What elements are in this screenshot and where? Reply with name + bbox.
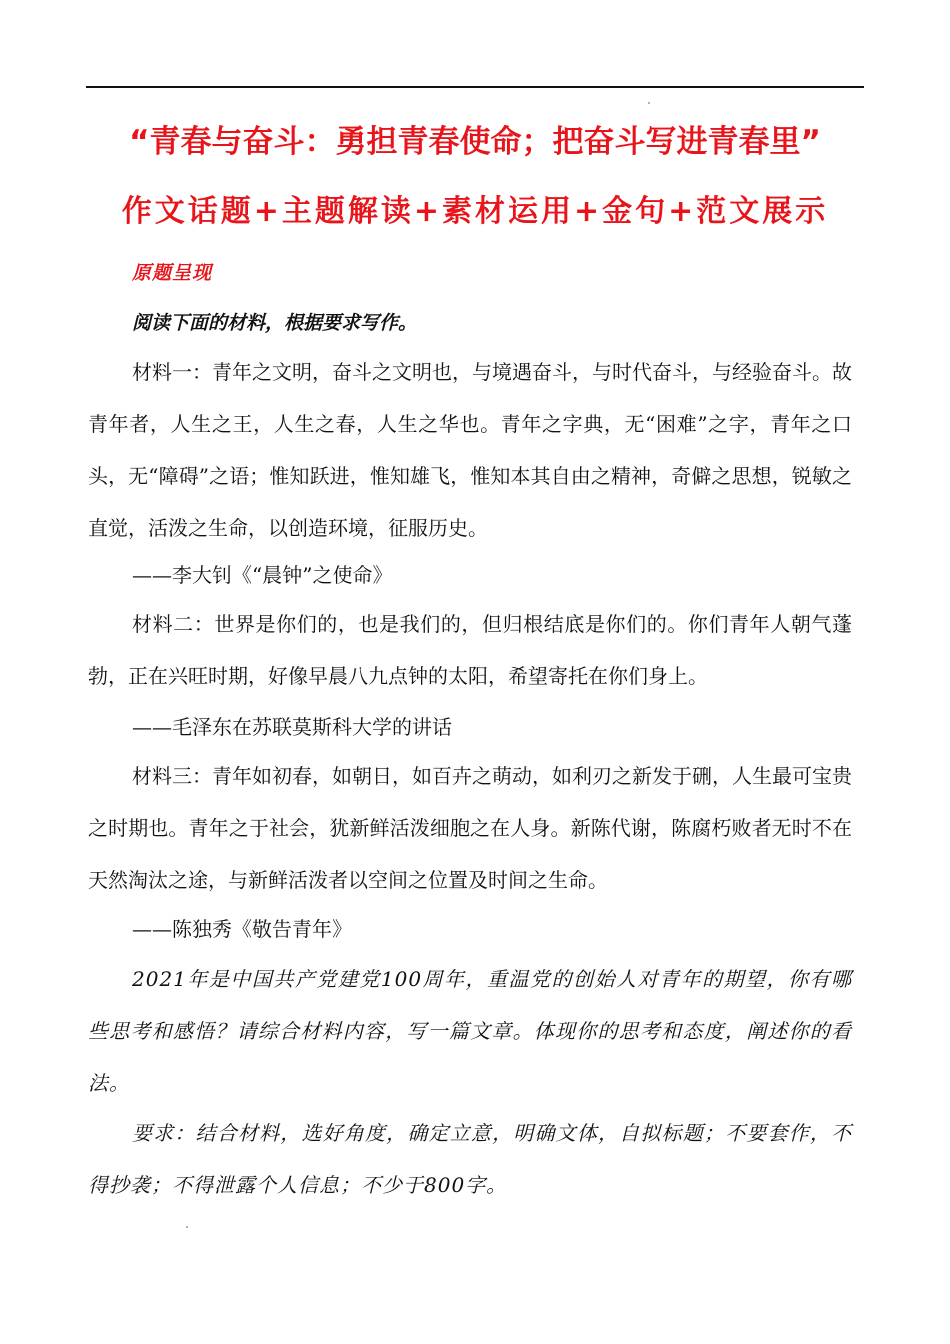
header-rule — [86, 86, 864, 88]
writing-prompt: 2021年是中国共产党建党100周年，重温党的创始人对青年的期望，你有哪些思考和感悟？请综合材料内容，写一篇文章。体现你的思考和态度，阐述你的看法。 — [88, 967, 852, 1095]
material-3-text: 材料三：青年如初春，如朝日，如百卉之萌动，如利刃之新发于硎，人生最可宝贵之时期也。青年之于社会，犹新鲜活泼细胞之在人身。新陈代谢，陈腐朽败者无时不在天然淘汰之途，与新鲜活泼者以空间之位置及时间之生命。 — [88, 764, 852, 892]
material-2-text: 材料二：世界是你们的，也是我们的，但归根结底是你们的。你们青年人朝气蓬勃，正在兴旺时期，好像早晨八九点钟的太阳，希望寄托在你们身上。 — [88, 612, 852, 688]
instruction-text: 阅读下面的材料，根据要求写作。 — [132, 312, 418, 334]
material-2-source: ——毛泽东在苏联莫斯科大学的讲话 — [132, 715, 452, 739]
speck — [648, 102, 650, 104]
material-1-text: 材料一：青年之文明，奋斗之文明也，与境遇奋斗，与时代奋斗，与经验奋斗。故青年者，人生之王，人生之春，人生之华也。青年之字典，无“困难”之字，青年之口头，无“障碍”之语；惟知跃进，惟知雄飞，惟知本其自由之精神，奇僻之思想，锐敏之直觉，活泼之生命，以创造环境，征服历史。 — [88, 360, 852, 540]
material-1-source: ——李大钊《“晨钟”之使命》 — [132, 563, 393, 587]
speck — [186, 1226, 188, 1228]
section-heading: 原题呈现 — [132, 262, 213, 284]
writing-requirements: 要求：结合材料，选好角度，确定立意，明确文体，自拟标题；不要套作，不得抄袭；不得泄露个人信息；不少于800字。 — [88, 1121, 852, 1197]
title-line-2: 作文话题+主题解读+素材运用+金句+范文展示 — [121, 194, 829, 229]
title-line-1: “青春与奋斗：勇担青春使命；把奋斗写进青春里” — [129, 124, 821, 160]
material-3-source: ——陈独秀《敬告青年》 — [132, 917, 352, 941]
